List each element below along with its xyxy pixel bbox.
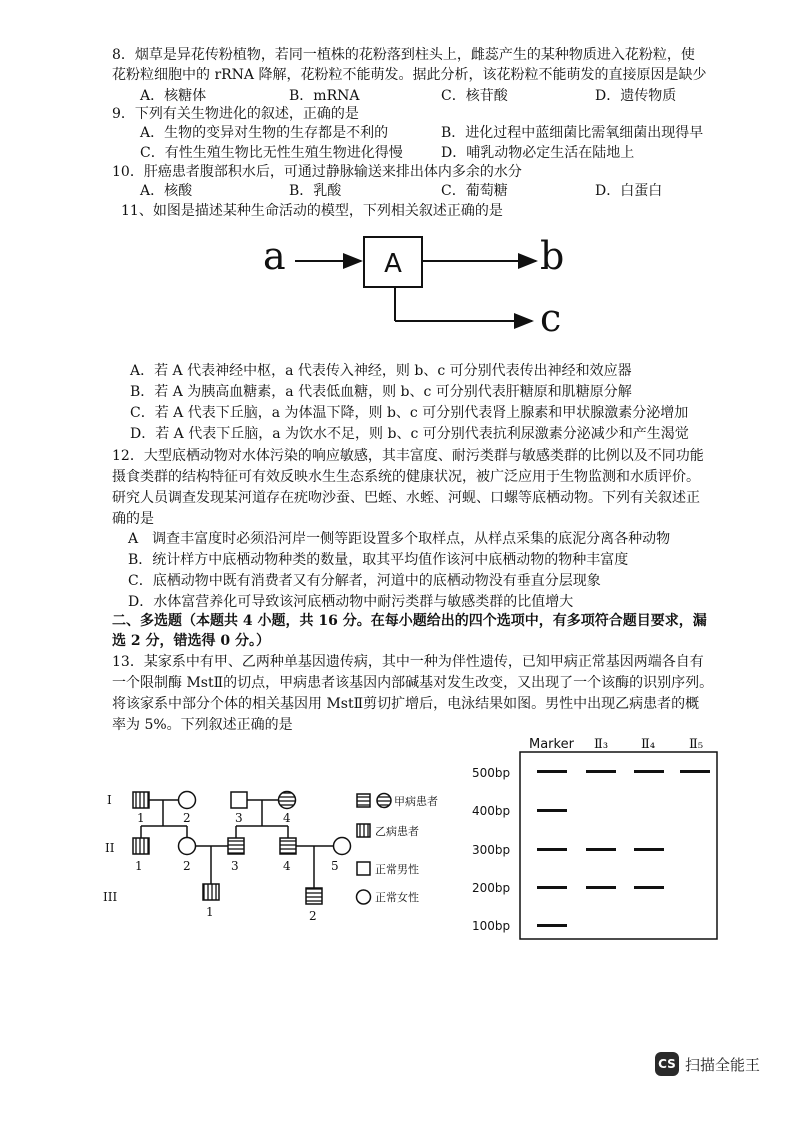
q11-option-c: C．若 A 代表下丘脑，a 为体温下降，则 b、c 可分别代表肾上腺素和甲状腺激素分泌增加: [130, 405, 689, 421]
q10-option-d: D．白蛋白: [595, 183, 663, 199]
camscanner-logo-icon: CS: [655, 1052, 679, 1076]
section2-heading-line2: 选 2 分，错选得 0 分。）: [112, 633, 270, 649]
legend-normal-female-label: 正常女性: [375, 891, 419, 904]
gel-lane-label-II3: Ⅱ₃: [594, 737, 609, 752]
q8-option-a: A．核糖体: [140, 88, 207, 104]
label-I-4: 4: [283, 811, 291, 825]
gel-size-200: 200bp: [472, 881, 511, 895]
q12-stem-line3: 研究人员调查发现某河道存在疣吻沙蚕、巴蛭、水蛭、河蚬、口螺等底栖动物。下列有关叙述正: [112, 490, 700, 506]
q8-option-b: B．mRNA: [289, 88, 360, 104]
q9-stem: 9．下列有关生物进化的叙述，正确的是: [112, 106, 359, 122]
gen-label-I: I: [107, 793, 112, 807]
electrophoresis-gel: [470, 730, 730, 945]
gel-band-II3-200: [586, 886, 616, 889]
individual-II-2: [179, 838, 196, 855]
q9-option-d: D．哺乳动物必定生活在陆地上: [441, 145, 635, 161]
q10-option-a: A．核酸: [140, 183, 193, 199]
q10-option-b: B．乳酸: [289, 183, 342, 199]
section2-heading-line1: 二、多选题（本题共 4 小题，共 16 分。在每小题给出的四个选项中，有多项符合题目要求，漏: [112, 613, 707, 629]
q12-option-d: D．水体富营养化可导致该河底栖动物中耐污类群与敏感类群的比值增大: [128, 594, 574, 610]
q11-option-d: D．若 A 代表下丘脑，a 为饮水不足，则 b、c 可分别代表抗利尿激素分泌减少和产生渴觉: [130, 426, 689, 442]
q8-stem-line1: 8．烟草是异花传粉植物，若同一植株的花粉落到柱头上，雌蕊产生的某种物质进入花粉粒，使: [112, 47, 695, 63]
legend-jia-female-icon: [377, 794, 391, 808]
scanner-watermark: [655, 1052, 760, 1076]
q13-stem-line2: 一个限制酶 MstⅡ的切点，甲病患者该基因内部碱基对发生改变，又出现了一个该酶的识别序列。: [112, 675, 714, 691]
legend-yi-label: 乙病患者: [375, 825, 419, 838]
label-II-3: 3: [231, 859, 239, 873]
gel-size-500: 500bp: [472, 766, 511, 780]
label-I-1: 1: [137, 811, 145, 825]
q9-option-a: A．生物的变异对生物的生存都是不利的: [140, 125, 389, 141]
pedigree-chart: [95, 780, 475, 930]
gel-band-marker-400: [537, 809, 567, 812]
legend-normal-male-icon: [357, 862, 370, 875]
label-III-2: 2: [309, 909, 317, 923]
gel-band-II4-300: [634, 848, 664, 851]
q11-label-a: a: [263, 234, 286, 278]
gel-band-marker-100: [537, 924, 567, 927]
gel-frame: [520, 752, 717, 939]
legend-normal-male-label: 正常男性: [375, 863, 419, 876]
q12-option-a: A 调查丰富度时必须沿河岸一侧等距设置多个取样点，从样点采集的底泥分离各种动物: [128, 531, 671, 547]
gel-lane-label-II5: Ⅱ₅: [689, 737, 704, 752]
q13-stem-line3: 将该家系中部分个体的相关基因用 MstⅡ剪切扩增后，电泳结果如图。男性中出现乙病患者的概: [112, 696, 700, 712]
q12-option-c: C．底栖动物中既有消费者又有分解者，河道中的底栖动物没有垂直分层现象: [128, 573, 601, 589]
q11-label-b: b: [540, 234, 565, 278]
gel-lane-label-II4: Ⅱ₄: [641, 737, 656, 752]
gel-band-II4-200: [634, 886, 664, 889]
q10-option-c: C．葡萄糖: [441, 183, 508, 199]
individual-II-5: [334, 838, 351, 855]
gel-band-II4-500: [634, 770, 664, 773]
gen-label-III: III: [103, 890, 118, 904]
q11-label-c: c: [540, 296, 562, 340]
gel-band-marker-300: [537, 848, 567, 851]
gel-band-II3-300: [586, 848, 616, 851]
legend-jia-label: 甲病患者: [394, 795, 438, 808]
q13-stem-line1: 13．某家系中有甲、乙两种单基因遗传病，其中一种为伴性遗传，已知甲病正常基因两端各自有: [112, 654, 704, 670]
legend-yi-icon: [357, 824, 370, 837]
individual-II-1: [133, 838, 149, 854]
label-III-1: 1: [206, 905, 214, 919]
q11-option-a: A．若 A 代表神经中枢，a 代表传入神经，则 b、c 可分别代表传出神经和效应器: [130, 363, 632, 379]
legend-jia-male-icon: [357, 794, 370, 807]
q11-option-b: B．若 A 为胰高血糖素，a 代表低血糖，则 b、c 可分别代表肝糖原和肌糖原分解: [130, 384, 632, 400]
q12-stem-line2: 摄食类群的结构特征可有效反映水生生态系统的健康状况，被广泛应用于生物监测和水质评价。: [112, 469, 700, 485]
q8-option-c: C．核苷酸: [441, 88, 508, 104]
label-II-5: 5: [331, 859, 339, 873]
gen-label-II: II: [105, 841, 115, 855]
gel-lane-label-marker: Marker: [529, 737, 574, 752]
individual-III-2: [306, 888, 322, 904]
individual-II-4: [280, 838, 296, 854]
legend-normal-female-icon: [357, 890, 371, 904]
individual-I-2: [179, 792, 196, 809]
individual-I-3: [231, 792, 247, 808]
label-II-2: 2: [183, 859, 191, 873]
gel-band-II3-500: [586, 770, 616, 773]
camscanner-name: 扫描全能王: [685, 1055, 761, 1074]
q9-option-c: C．有性生殖生物比无性生殖生物进化得慢: [140, 145, 403, 161]
q12-stem-line4: 确的是: [112, 511, 154, 527]
individual-I-1: [133, 792, 149, 808]
gel-band-marker-500: [537, 770, 567, 773]
gel-band-II5-500: [680, 770, 710, 773]
gel-size-100: 100bp: [472, 919, 511, 933]
q13-stem-line4: 率为 5%。下列叙述正确的是: [112, 717, 293, 733]
q9-option-b: B．进化过程中蓝细菌比需氧细菌出现得早: [441, 125, 704, 141]
q12-stem-line1: 12．大型底栖动物对水体污染的响应敏感，其丰富度、耐污类群与敏感类群的比例以及不同功能: [112, 448, 704, 464]
label-II-1: 1: [135, 859, 143, 873]
gel-size-400: 400bp: [472, 804, 511, 818]
q11-model-diagram: [255, 225, 585, 350]
gel-size-300: 300bp: [472, 843, 511, 857]
individual-I-4: [279, 792, 296, 809]
q11-stem: 11、如图是描述某种生命活动的模型，下列相关叙述正确的是: [121, 203, 503, 219]
label-I-3: 3: [235, 811, 243, 825]
q8-option-d: D．遗传物质: [595, 88, 677, 104]
label-I-2: 2: [183, 811, 191, 825]
gel-band-marker-200: [537, 886, 567, 889]
q12-option-b: B．统计样方中底栖动物种类的数量，取其平均值作该河中底栖动物的物种丰富度: [128, 552, 629, 568]
individual-II-3: [228, 838, 244, 854]
label-II-4: 4: [283, 859, 291, 873]
q11-box-label: A: [384, 249, 402, 279]
q8-stem-line2: 花粉粒细胞中的 rRNA 降解，花粉粒不能萌发。据此分析，该花粉粒不能萌发的直接原因是缺少: [112, 67, 707, 83]
q10-stem: 10．肝癌患者腹部积水后，可通过静脉输送来排出体内多余的水分: [112, 164, 522, 180]
individual-III-1: [203, 884, 219, 900]
